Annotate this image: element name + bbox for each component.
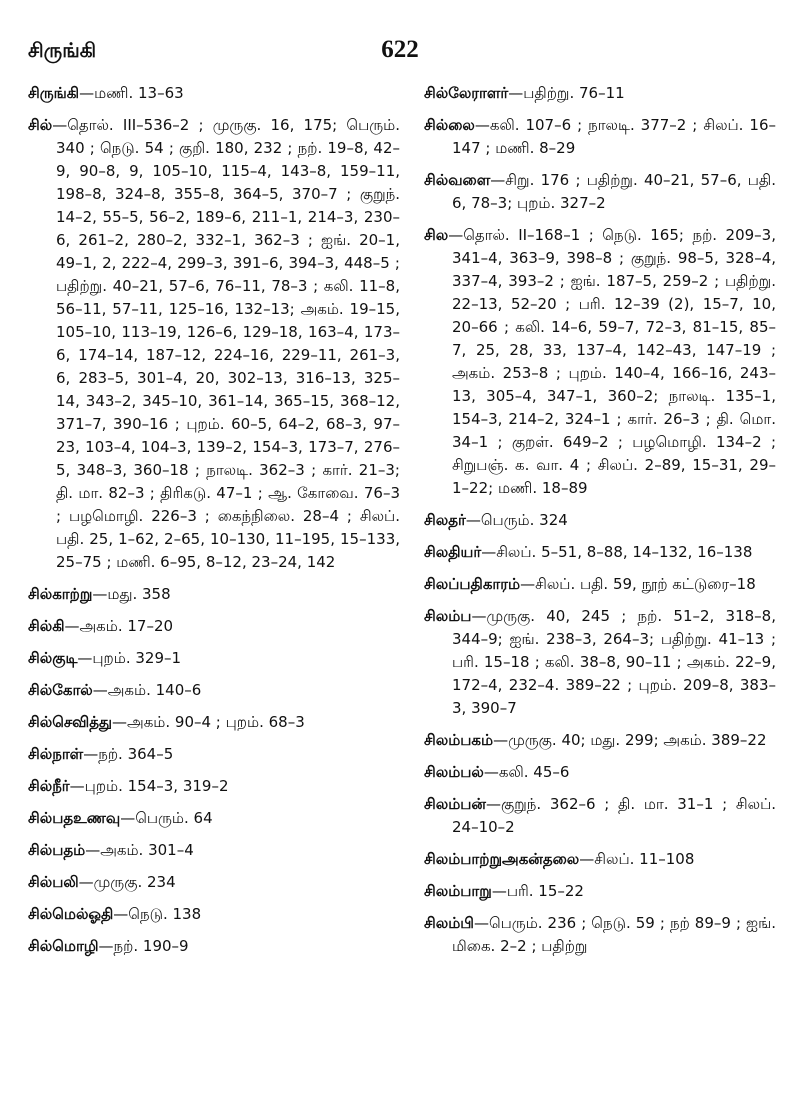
index-entry <box>28 647 400 670</box>
entry-headword: சிலம்பல் <box>424 763 484 781</box>
entry-headword: சிருங்கி <box>28 84 80 102</box>
entry-references: அகம். 17–20 <box>79 617 174 635</box>
entry-headword: சில்கி <box>28 617 65 635</box>
entry-references: சிலப். 5–51, 8–88, 14–132, 16–138 <box>496 543 753 561</box>
entry-references: மது. 358 <box>107 585 171 603</box>
entry-references: அகம். 140–6 <box>107 681 202 699</box>
entry-headword: சில்லேராளர் <box>424 84 509 102</box>
entry-headword: சில்செவித்து <box>28 713 113 731</box>
index-entry <box>28 807 400 830</box>
entry-references: கலி. 107–6 ; நாலடி. 377–2 ; சிலப். 16–147 ; மணி. 8–29 <box>452 116 776 157</box>
entry-references: குறுந். 362–6 ; தி. மா. 31–1 ; சிலப். 24–10–2 <box>452 795 776 836</box>
entry-dash: — <box>120 809 136 827</box>
left-column <box>28 82 400 1082</box>
index-entry <box>424 573 776 596</box>
entry-dash: — <box>490 171 506 189</box>
entry-headword: சிலதியர் <box>424 543 482 561</box>
entry-dash: — <box>69 777 85 795</box>
entry-headword: சிலப்பதிகாரம் <box>424 575 521 593</box>
entry-dash: — <box>579 850 595 868</box>
entry-dash: — <box>448 226 464 244</box>
index-entry <box>28 871 400 894</box>
entry-headword: சில்பதம் <box>28 841 86 859</box>
entry-references: முருகு. 40; மது. 299; அகம். 389–22 <box>508 731 767 749</box>
entry-headword: சிலம்பகம் <box>424 731 494 749</box>
right-column <box>424 82 776 1082</box>
entry-headword: சிலம்பாற்றுஅகன்தலை <box>424 850 580 868</box>
entry-dash: — <box>64 617 80 635</box>
index-entry <box>424 880 776 903</box>
index-entry <box>424 729 776 752</box>
index-entry <box>28 679 400 702</box>
entry-headword: சிலம்பன் <box>424 795 486 813</box>
index-entry <box>28 839 400 862</box>
entry-headword: சில்கோல் <box>28 681 93 699</box>
entry-dash: — <box>92 681 108 699</box>
entry-headword: சில்வளை <box>424 171 491 189</box>
index-entry <box>424 82 776 105</box>
entry-dash: — <box>481 543 497 561</box>
index-entry <box>424 793 776 839</box>
entry-headword: சில்மெல்ஓதி <box>28 905 114 923</box>
entry-references: சிறு. 176 ; பதிற்று. 40–21, 57–6, பதி. 6, 78–3; புறம். 327–2 <box>452 171 776 212</box>
page-number: 622 <box>381 36 419 63</box>
index-entry <box>424 761 776 784</box>
index-entry <box>28 615 400 638</box>
index-entry <box>424 114 776 160</box>
index-entry <box>28 114 400 574</box>
entry-dash: — <box>485 795 501 813</box>
index-entry <box>28 711 400 734</box>
entry-references: சிலப். பதி. 59, நூற் கட்டுரை–18 <box>535 575 756 593</box>
entry-headword: சிலம்ப <box>424 607 472 625</box>
entry-dash: — <box>491 882 507 900</box>
index-entry <box>424 605 776 720</box>
entry-references: கலி. 45–6 <box>498 763 570 781</box>
index-entry <box>424 224 776 500</box>
index-entry <box>424 912 776 958</box>
index-entry <box>424 169 776 215</box>
entry-dash: — <box>79 84 95 102</box>
running-head: சிருங்கி <box>28 38 97 62</box>
index-entry <box>424 848 776 871</box>
entry-dash: — <box>85 841 101 859</box>
index-entry <box>28 583 400 606</box>
index-entry <box>28 743 400 766</box>
entry-headword: சிலம்பி <box>424 914 474 932</box>
entry-references: நற். 190–9 <box>113 937 189 955</box>
entry-headword: சில்பதஉணவு <box>28 809 121 827</box>
entry-dash: — <box>508 84 524 102</box>
entry-headword: சில்பலி <box>28 873 79 891</box>
entry-references: நெடு. 138 <box>128 905 202 923</box>
entry-headword: சிலதர் <box>424 511 466 529</box>
entry-headword: சில்லை <box>424 116 475 134</box>
entry-headword: சில்காற்று <box>28 585 93 603</box>
entry-references: நற். 364–5 <box>98 745 174 763</box>
entry-dash: — <box>83 745 99 763</box>
entry-references: பரி. 15–22 <box>506 882 584 900</box>
entry-dash: — <box>77 649 93 667</box>
entry-references: பதிற்று. 76–11 <box>523 84 625 102</box>
entry-headword: சில <box>424 226 449 244</box>
entry-headword: சில்குடி <box>28 649 78 667</box>
entry-references: முருகு. 40, 245 ; நற். 51–2, 318–8, 344–9; ஐங். 238–3, 264–3; பதிற்று. 41–13 ; பரி. 15–18 ; கலி. 38–8, 90–11 ; அகம். 22–9, 172–4, 232–4. 389–22 ; புறம். 209–8, 383–3, 390–7 <box>452 607 776 717</box>
entry-dash: — <box>78 873 94 891</box>
entry-dash: — <box>465 511 481 529</box>
index-entry <box>28 82 400 105</box>
entry-dash: — <box>493 731 509 749</box>
entry-references: புறம். 154–3, 319–2 <box>84 777 229 795</box>
entry-dash: — <box>473 914 489 932</box>
entry-references: புறம். 329–1 <box>92 649 182 667</box>
entry-references: பெரும். 236 ; நெடு. 59 ; நற் 89–9 ; ஐங். மிகை. 2–2 ; பதிற்று <box>452 914 776 955</box>
entry-dash: — <box>98 937 114 955</box>
entry-headword: சில்நீர் <box>28 777 70 795</box>
entry-references: தொல். II–168–1 ; நெடு. 165; நற். 209–3, 341–4, 363–9, 398–8 ; குறுந். 98–5, 328–4, 337–4, 393–2 ; ஐங். 187–5, 259–2 ; பதிற்று. 22–13, 52–20 ; பரி. 12–39 (2), 15–7, 10, 20–66 ; கலி. 14–6, 59–7, 72–3, 81–15, 85–7, 25, 28, 33, 137–4, 142–43, 147–19 ; அகம். 253–8 ; புறம். 140–4, 166–16, 243–13, 305–4, 347–1, 360–2; நாலடி. 135–1, 154–3, 214–2, 324–1 ; கார். 26–3 ; தி. மொ. 34–1 ; குறள். 649–2 ; பழமொழி. 134–2 ; சிறுபஞ். க. வா. 4 ; சிலப். 2–89, 15–31, 29–1–22; மணி. 18–89 <box>452 226 776 497</box>
entry-references: பெரும். 324 <box>480 511 568 529</box>
entry-references: அகம். 301–4 <box>100 841 194 859</box>
entry-dash: — <box>112 713 128 731</box>
index-entry <box>28 935 400 958</box>
entry-references: தொல். III–536–2 ; முருகு. 16, 175; பெரும். 340 ; நெடு. 54 ; குறி. 180, 232 ; நற். 19–8, 42–9, 90–8, 9, 105–10, 115–4, 143–8, 159–11, 198–8, 324–8, 355–8, 364–5, 370–7 ; குறுந். 14–2, 55–5, 56–2, 189–6, 211–1, 214–3, 230–6, 261–2, 280–2, 332–1, 362–3 ; ஐங். 20–1, 49–1, 2, 222–4, 299–3, 391–6, 394–3, 448–5 ; பதிற்று. 40–21, 57–6, 76–11, 78–3 ; கலி. 11–8, 56–11, 57–11, 125–16, 132–13; அகம். 19–15, 105–10, 113–19, 126–6, 129–18, 163–4, 173–6, 174–14, 187–12, 224–16, 229–11, 261–3, 6, 283–5, 301–4, 20, 302–13, 316–13, 325–14, 343–2, 345–10, 361–14, 365–15, 368–12, 371–7, 390–16 ; புறம். 60–5, 64–2, 68–3, 97–23, 103–4, 104–3, 139–2, 154–3, 173–7, 276–5, 348–3, 360–18 ; நாலடி. 362–3 ; கார். 21–3; தி. மா. 82–3 ; திரிகடு. 47–1 ; ஆ. கோவை. 76–3 ; பழமொழி. 226–3 ; கைந்நிலை. 28–4 ; சிலப். பதி. 25, 1–62, 2–65, 10–130, 11–195, 15–133, 25–75 ; மணி. 6–95, 8–12, 23–24, 142 <box>56 116 400 571</box>
entry-headword: சிலம்பாறு <box>424 882 492 900</box>
entry-headword: சில்நாள் <box>28 745 84 763</box>
page-header <box>28 32 772 72</box>
entry-dash: — <box>52 116 68 134</box>
entry-dash: — <box>520 575 536 593</box>
index-entry <box>28 775 400 798</box>
index-entry <box>424 509 776 532</box>
entry-references: முருகு. 234 <box>93 873 176 891</box>
entry-headword: சில்மொழி <box>28 937 99 955</box>
index-entry <box>424 541 776 564</box>
entry-dash: — <box>92 585 108 603</box>
entry-dash: — <box>113 905 129 923</box>
entry-dash: — <box>483 763 499 781</box>
entry-references: அகம். 90–4 ; புறம். 68–3 <box>127 713 305 731</box>
entry-references: மணி. 13–63 <box>94 84 184 102</box>
entry-dash: — <box>474 116 490 134</box>
entry-headword: சில் <box>28 116 53 134</box>
entry-references: பெரும். 64 <box>135 809 213 827</box>
index-entry <box>28 903 400 926</box>
entry-dash: — <box>471 607 487 625</box>
entry-references: சிலப். 11–108 <box>594 850 695 868</box>
